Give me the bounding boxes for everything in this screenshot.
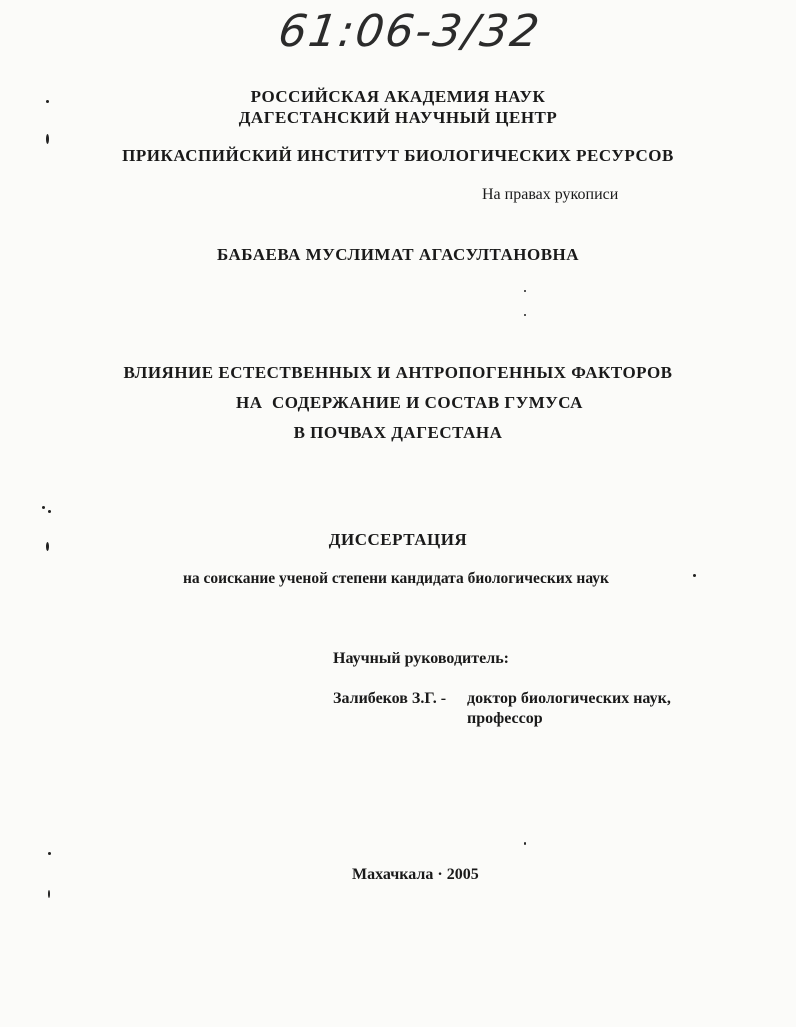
title-line-2: НА СОДЕРЖАНИЕ И СОСТАВ ГУМУСА <box>236 393 583 412</box>
manuscript-note: На правах рукописи <box>482 186 619 203</box>
institute-name: ПРИКАСПИЙСКИЙ ИНСТИТУТ БИОЛОГИЧЕСКИХ РЕСУРСОВ <box>122 146 674 165</box>
title-line-3: В ПОЧВАХ ДАГЕСТАНА <box>293 423 503 442</box>
city-year: Махачкала · 2005 <box>352 866 479 883</box>
supervisor-name: Залибеков З.Г. - <box>333 690 447 707</box>
supervisor-title-1: доктор биологических наук, <box>467 690 671 707</box>
academy-name: РОССИЙСКАЯ АКАДЕМИЯ НАУК <box>250 87 546 106</box>
supervisor-label: Научный руководитель: <box>333 650 509 667</box>
center-name: ДАГЕСТАНСКИЙ НАУЧНЫЙ ЦЕНТР <box>238 108 558 127</box>
supervisor-title-2: профессор <box>467 710 543 727</box>
title-line-1: ВЛИЯНИЕ ЕСТЕСТВЕННЫХ И АНТРОПОГЕННЫХ ФАКТОРОВ <box>123 363 673 382</box>
work-type: ДИССЕРТАЦИЯ <box>328 530 468 549</box>
author-name: БАБАЕВА МУСЛИМАТ АГАСУЛТАНОВНА <box>216 245 580 264</box>
degree-line: на соискание ученой степени кандидата биологических наук <box>183 570 609 587</box>
handwritten-archive-code: 61:06-3/32 <box>275 6 544 57</box>
